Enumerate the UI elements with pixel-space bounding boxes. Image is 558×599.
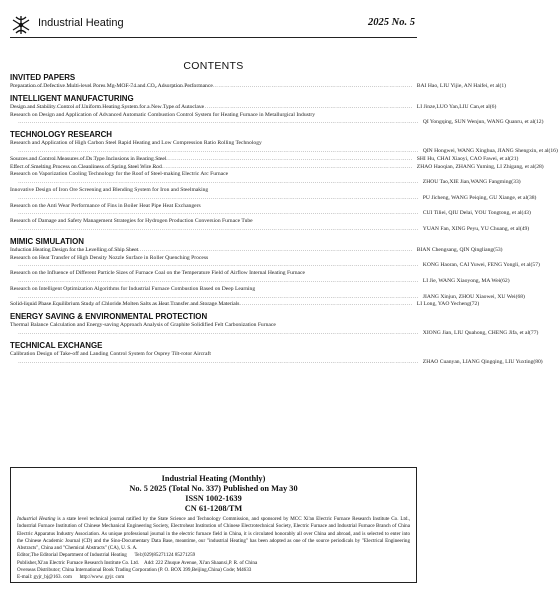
imprint-issue-line: No. 5 2025 (Total No. 337) Published on May 30	[129, 484, 298, 493]
leader-dots	[12, 104, 413, 112]
entry-title: Research on Heat Transfer of High Density Nozzle Surface in Roller Quenching Process	[10, 254, 209, 261]
leader-dots	[18, 119, 419, 127]
leader-dots	[18, 359, 419, 367]
imprint-editor-line: Editor,The Editorial Department of Industrial Heating Tel:(029)85271124 85271259	[17, 552, 196, 559]
leader-dots	[18, 226, 419, 234]
page-header	[0, 0, 427, 46]
leader-dots	[12, 83, 413, 91]
journal-name: Industrial Heating	[38, 17, 124, 29]
imprint-description: Industrial Heating is a state level technical journal ratified by the State Science and Technology Commission, and sponsored by MCC Xi'an Electric Furnace Research Institute Co. Ltd., Industrial Furnace Institution of Chinese Mechanical Engineering Society, Electroheat Institution of Chinese Electrotechnical Society, Electric Furnace and Industrial Furnace Branch of China Electric Apparatus Industry Association. As unique professional journal in the electric furnace field in China, it is circulated honorably all over China and abroad, and is selected to enter into the Chinese Academic Journal (CD) and the Sino-Documentary Data Base, meantime, our "industrial Heating" has been adopted as one of the source periodicals by "Electrical Engineering Abstracts", China and "Chemical Abstracts" (CA), U. S. A.	[17, 516, 410, 552]
toc-entry[interactable]: Design and Stability Control of Uniform Heating System for a New Type of Autoclave …………………………………………………………………………………………………………………………………………………………………………………… LI Jinze,LUO Yan,LIU Can,et al(6)	[10, 104, 417, 112]
leader-dots	[18, 148, 419, 156]
entry-title: Innovative Design of Iron Ore Screening and Blending System for Iron and Steelmaking	[10, 186, 209, 193]
issue-number: 2025 No. 5	[368, 17, 415, 28]
section-heading: INTELLIGENT MANUFACTURING	[10, 93, 134, 103]
leader-dots	[12, 301, 413, 309]
section-heading: ENERGY SAVING & ENVIRONMENTAL PROTECTION	[10, 312, 208, 322]
leader-dots	[18, 278, 419, 286]
page-title: CONTENTS	[183, 60, 244, 72]
toc-entry[interactable]	[10, 285, 525, 302]
entry-authors: JIANG Xinjun, ZHOU Xiaowei, XU Wei(68)	[422, 293, 525, 300]
leader-dots	[18, 179, 419, 187]
imprint-distributor-line: Overseas Distributor; China International Book Trading Corporation (P. O. BOX 399,Beijing,China) Code; M4633	[17, 566, 252, 573]
journal-logo-icon	[10, 14, 32, 36]
imprint-issn: ISSN 1002-1639	[185, 494, 242, 503]
entry-authors: LI Jinze,LUO Yan,LIU Can,et al(6)	[416, 103, 497, 110]
toc-entry[interactable]	[10, 322, 539, 338]
entry-title: Research and Application of High Carbon Steel Rapid Heating and Low Compression Ratio Rolling Technology	[10, 140, 262, 147]
leader-dots	[18, 262, 419, 270]
entry-authors: QI Yongqing, SUN Wenjun, WANG Quanru, et al(12)	[422, 119, 544, 126]
entry-title: Research on the Anti Wear Performance of Fins in Boiler Heat Pipe Heat Exchangers	[10, 202, 201, 209]
toc-entry[interactable]	[10, 350, 543, 367]
toc-entry[interactable]	[10, 186, 537, 203]
toc-entry[interactable]	[10, 171, 521, 187]
entry-authors: ZHOU Tao,XIE Jian,WANG Fangming(33)	[422, 179, 521, 186]
entry-title: Research on the Influence of Different Particle Sizes of Furnace Coal on the Temperature Field of Airflow Internal Heating Furnace	[10, 270, 305, 277]
entry-authors: QIN Hongwei, WANG Xinghua, JIANG Shengxin, et al(16)	[422, 147, 558, 154]
entry-authors: LI Long, YAO Yecheng(72)	[416, 301, 480, 308]
imprint-box	[10, 467, 417, 583]
entry-authors: BIAN Chengsang, QIN Qingliang(53)	[416, 246, 503, 253]
entry-authors: KONG Haoran, CAI Yuwei, FENG Yongli, et al(57)	[422, 262, 540, 269]
imprint-cn: CN 61-1208/TM	[184, 504, 243, 513]
entry-authors: PU Jicheng, WANG Peiqing, GU Xiange, et al(38)	[422, 194, 537, 201]
leader-dots	[12, 247, 413, 255]
imprint-contact-line: E-mail: gyjr_bj@163. com http://www. gyjr. com	[17, 573, 125, 580]
toc-entry[interactable]: Sources and Control Measures of Ds Type Inclusions in Bearing Steel …………………………………………………………………………………………………………………………………………………………………………………… SHI Hu, CHAI Xiaoyi, CAO Fawei, et al(21)	[10, 156, 417, 164]
entry-title: Research on Vaporization Cooling Technology for the Roof of Steel-making Electric Arc Furnace	[10, 171, 229, 178]
toc-entry[interactable]	[10, 140, 558, 156]
toc-entry[interactable]	[10, 111, 544, 128]
entry-authors: ZHAO Haoqian, ZHANG Yuming, LI Zhigang, et al(28)	[416, 163, 544, 170]
entry-authors: BAI Hao, LIU Yijie, AN Haifei, et al(1)	[416, 83, 507, 89]
leader-dots	[18, 210, 419, 218]
toc-entry[interactable]: Effect of Smelting Process on Cleanliness of Spring Steel Wire Rod …………………………………………………………………………………………………………………………………………………………………………………… ZHAO Haoqian, ZHANG Yuming, LI Zhigang, et al(28)	[10, 164, 417, 172]
section-heading: INVITED PAPERS	[10, 73, 76, 82]
leader-dots	[18, 195, 419, 203]
entry-title: Research on Design and Application of Advanced Automatic Combustion Control System for Heating Furnace in Metallurgical Industry	[10, 111, 316, 118]
entry-authors: YUAN Fan, XING Peyu, YU Chuang, et al(49)	[422, 225, 530, 232]
toc-entry[interactable]: Preparation of Defective Multi-level Pores Mg-MOF-74 and CO₂ Adsorption Performance …………………………………………………………………………………………………………………………………………………………………………………… BAI Hao, LIU Yijie, AN Haifei, et al(1)	[10, 83, 417, 91]
leader-dots	[12, 156, 413, 164]
entry-title: Thermal Balance Calculation and Energy-saving Approach Analysis of Graphite Solidified Felt Carbonization Furnace	[10, 322, 276, 329]
entry-title: Research on Intelligent Optimization Algorithms for Industrial Furnace Combustion Based on Deep Learning	[10, 285, 256, 292]
toc-entry[interactable]	[10, 202, 531, 219]
entry-authors: CUI Tiliei, QIU Delai, YOU Tongtong, et al(43)	[422, 210, 531, 217]
entry-authors: LI Jie, WANG Xiaoyong, MA Wei(62)	[422, 277, 510, 284]
section-heading: TECHNOLOGY RESEARCH	[10, 130, 113, 140]
toc-entry[interactable]	[10, 254, 540, 271]
toc-entry[interactable]	[10, 218, 530, 234]
entry-authors: SHI Hu, CHAI Xiaoyi, CAO Fawei, et al(21)	[416, 155, 519, 162]
header-rule	[10, 37, 417, 38]
entry-title: Research of Damage and Safety Management Strategies for Hydrogen Production Conversion Furnace Tube	[10, 218, 253, 225]
section-heading: MIMIC SIMULATION	[10, 236, 84, 246]
imprint-publisher-line: Publisher,Xi'an Electric Furnace Research Institute Co. Ltd. Add: 222 Zhuque Avenue, Xi'an Shaanxi,P. R. of China	[17, 559, 258, 566]
entry-authors: XIONG Jian, LIU Quahong, CHENG Jifa, et al(77)	[422, 329, 539, 336]
imprint-journal-line: Industrial Heating (Monthly)	[161, 474, 266, 483]
toc-entry[interactable]: Solid-liquid Phase Equilibrium Study of Chloride Molten Salts as Heat Transfer and Storage Materials …………………………………………………………………………………………………………………………………………………………………………………… LI Long, YAO Yecheng(72)	[10, 301, 417, 309]
entry-authors: ZHAO Cuanyan, LIANG Qingqing, LIU Yuxting(80)	[422, 358, 543, 365]
leader-dots	[18, 330, 419, 338]
section-heading: TECHNICAL EXCHANGE	[10, 340, 103, 350]
entry-title: Calibration Design of Take-off and Landing Control System for Osprey Tilt-rotor Aircraft	[10, 350, 211, 357]
table-of-contents	[10, 72, 558, 366]
toc-entry[interactable]: Induction Heating Design for the Levelling of Ship Sheet …………………………………………………………………………………………………………………………………………………………………………………… BIAN Chengsang, QIN Qingliang(53)	[10, 247, 417, 255]
toc-entry[interactable]	[10, 270, 510, 286]
